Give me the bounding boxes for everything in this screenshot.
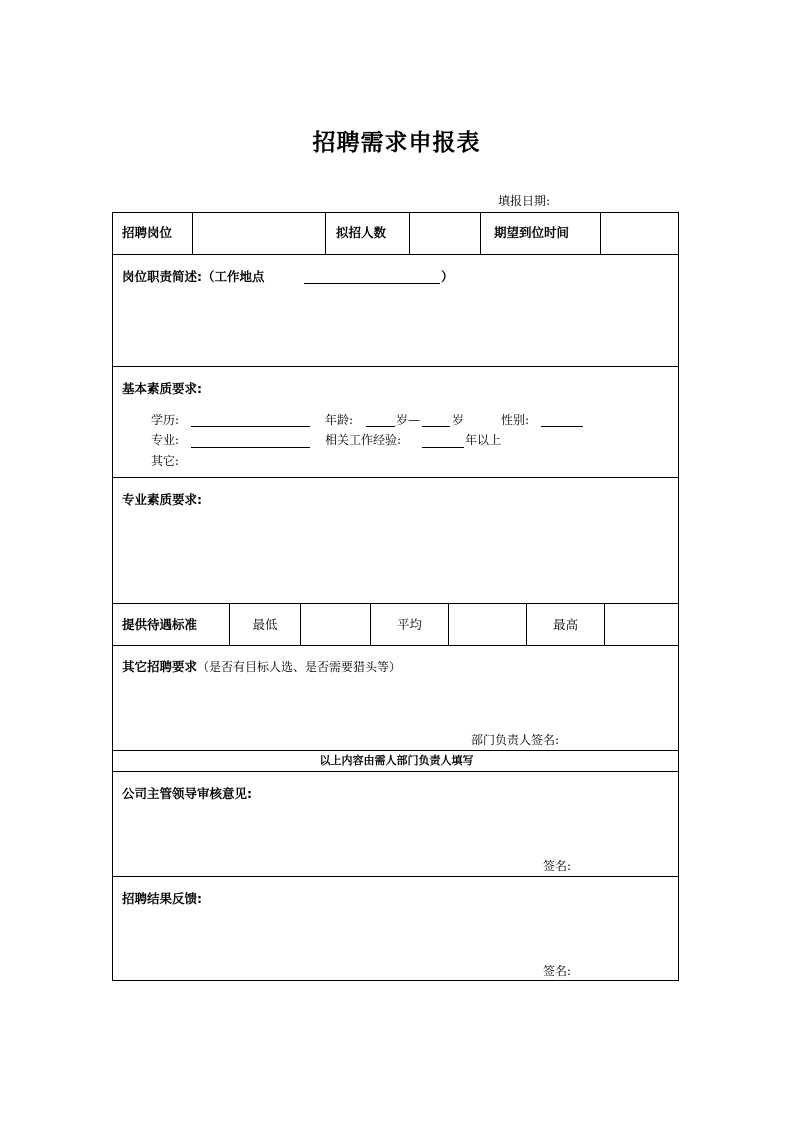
row-divider <box>113 645 678 646</box>
approval-signature-label: 签名: <box>543 859 572 873</box>
gender-line <box>541 426 583 427</box>
column-divider <box>480 213 481 254</box>
column-divider <box>409 213 410 254</box>
feedback-signature-label: 签名: <box>543 964 572 978</box>
education-line <box>191 426 310 427</box>
row-divider <box>113 477 678 478</box>
headcount-label: 拟招人数 <box>336 225 387 240</box>
salary-max-label: 最高 <box>552 617 578 632</box>
row-divider <box>113 771 678 772</box>
education-label: 学历: <box>151 413 180 427</box>
row-divider <box>113 603 678 604</box>
page-title: 招聘需求申报表 <box>312 130 481 156</box>
other-requirements-label: 其它招聘要求 <box>122 659 198 674</box>
column-divider <box>192 213 193 254</box>
major-line <box>191 447 310 448</box>
recruitment-form <box>112 212 679 981</box>
work-location-line <box>304 283 440 284</box>
divider-note: 以上内容由需人部门负责人填写 <box>319 754 474 767</box>
other-requirements-note: （是否有目标人选、是否需要猎头等） <box>197 660 402 674</box>
age-unit-2: 岁 <box>452 413 465 427</box>
department-head-signature-label: 部门负责人签名: <box>471 733 560 747</box>
fill-date-label: 填报日期: <box>498 194 551 208</box>
duties-close: ） <box>441 269 454 284</box>
other-requirements-row <box>122 659 401 675</box>
salary-avg-label: 平均 <box>396 617 422 632</box>
age-max-line <box>422 426 450 427</box>
row-divider <box>113 366 678 367</box>
row-divider <box>113 750 678 751</box>
other-label: 其它: <box>151 454 180 468</box>
feedback-label: 招聘结果反馈: <box>122 891 202 906</box>
row-divider <box>113 876 678 877</box>
basic-requirements-label: 基本素质要求: <box>122 381 202 396</box>
major-label: 专业: <box>151 433 180 447</box>
approval-label: 公司主管领导审核意见: <box>122 786 252 801</box>
age-unit-1: 岁— <box>396 413 421 427</box>
column-divider <box>604 603 605 645</box>
professional-requirements-label: 专业素质要求: <box>122 492 202 507</box>
column-divider <box>448 603 449 645</box>
column-divider <box>325 213 326 254</box>
duties-label: 岗位职责简述:（工作地点 <box>122 269 265 284</box>
row-divider <box>113 254 678 255</box>
salary-min-label: 最低 <box>252 617 278 632</box>
column-divider <box>300 603 301 645</box>
position-label: 招聘岗位 <box>122 225 173 240</box>
experience-unit: 年以上 <box>465 433 502 447</box>
age-label: 年龄: <box>325 413 354 427</box>
age-min-line <box>366 426 395 427</box>
column-divider <box>600 213 601 254</box>
experience-line <box>422 447 464 448</box>
salary-label: 提供待遇标准 <box>122 617 198 632</box>
expected-date-label: 期望到位时间 <box>494 225 570 240</box>
experience-label: 相关工作经验: <box>325 433 402 447</box>
gender-label: 性别: <box>501 413 530 427</box>
